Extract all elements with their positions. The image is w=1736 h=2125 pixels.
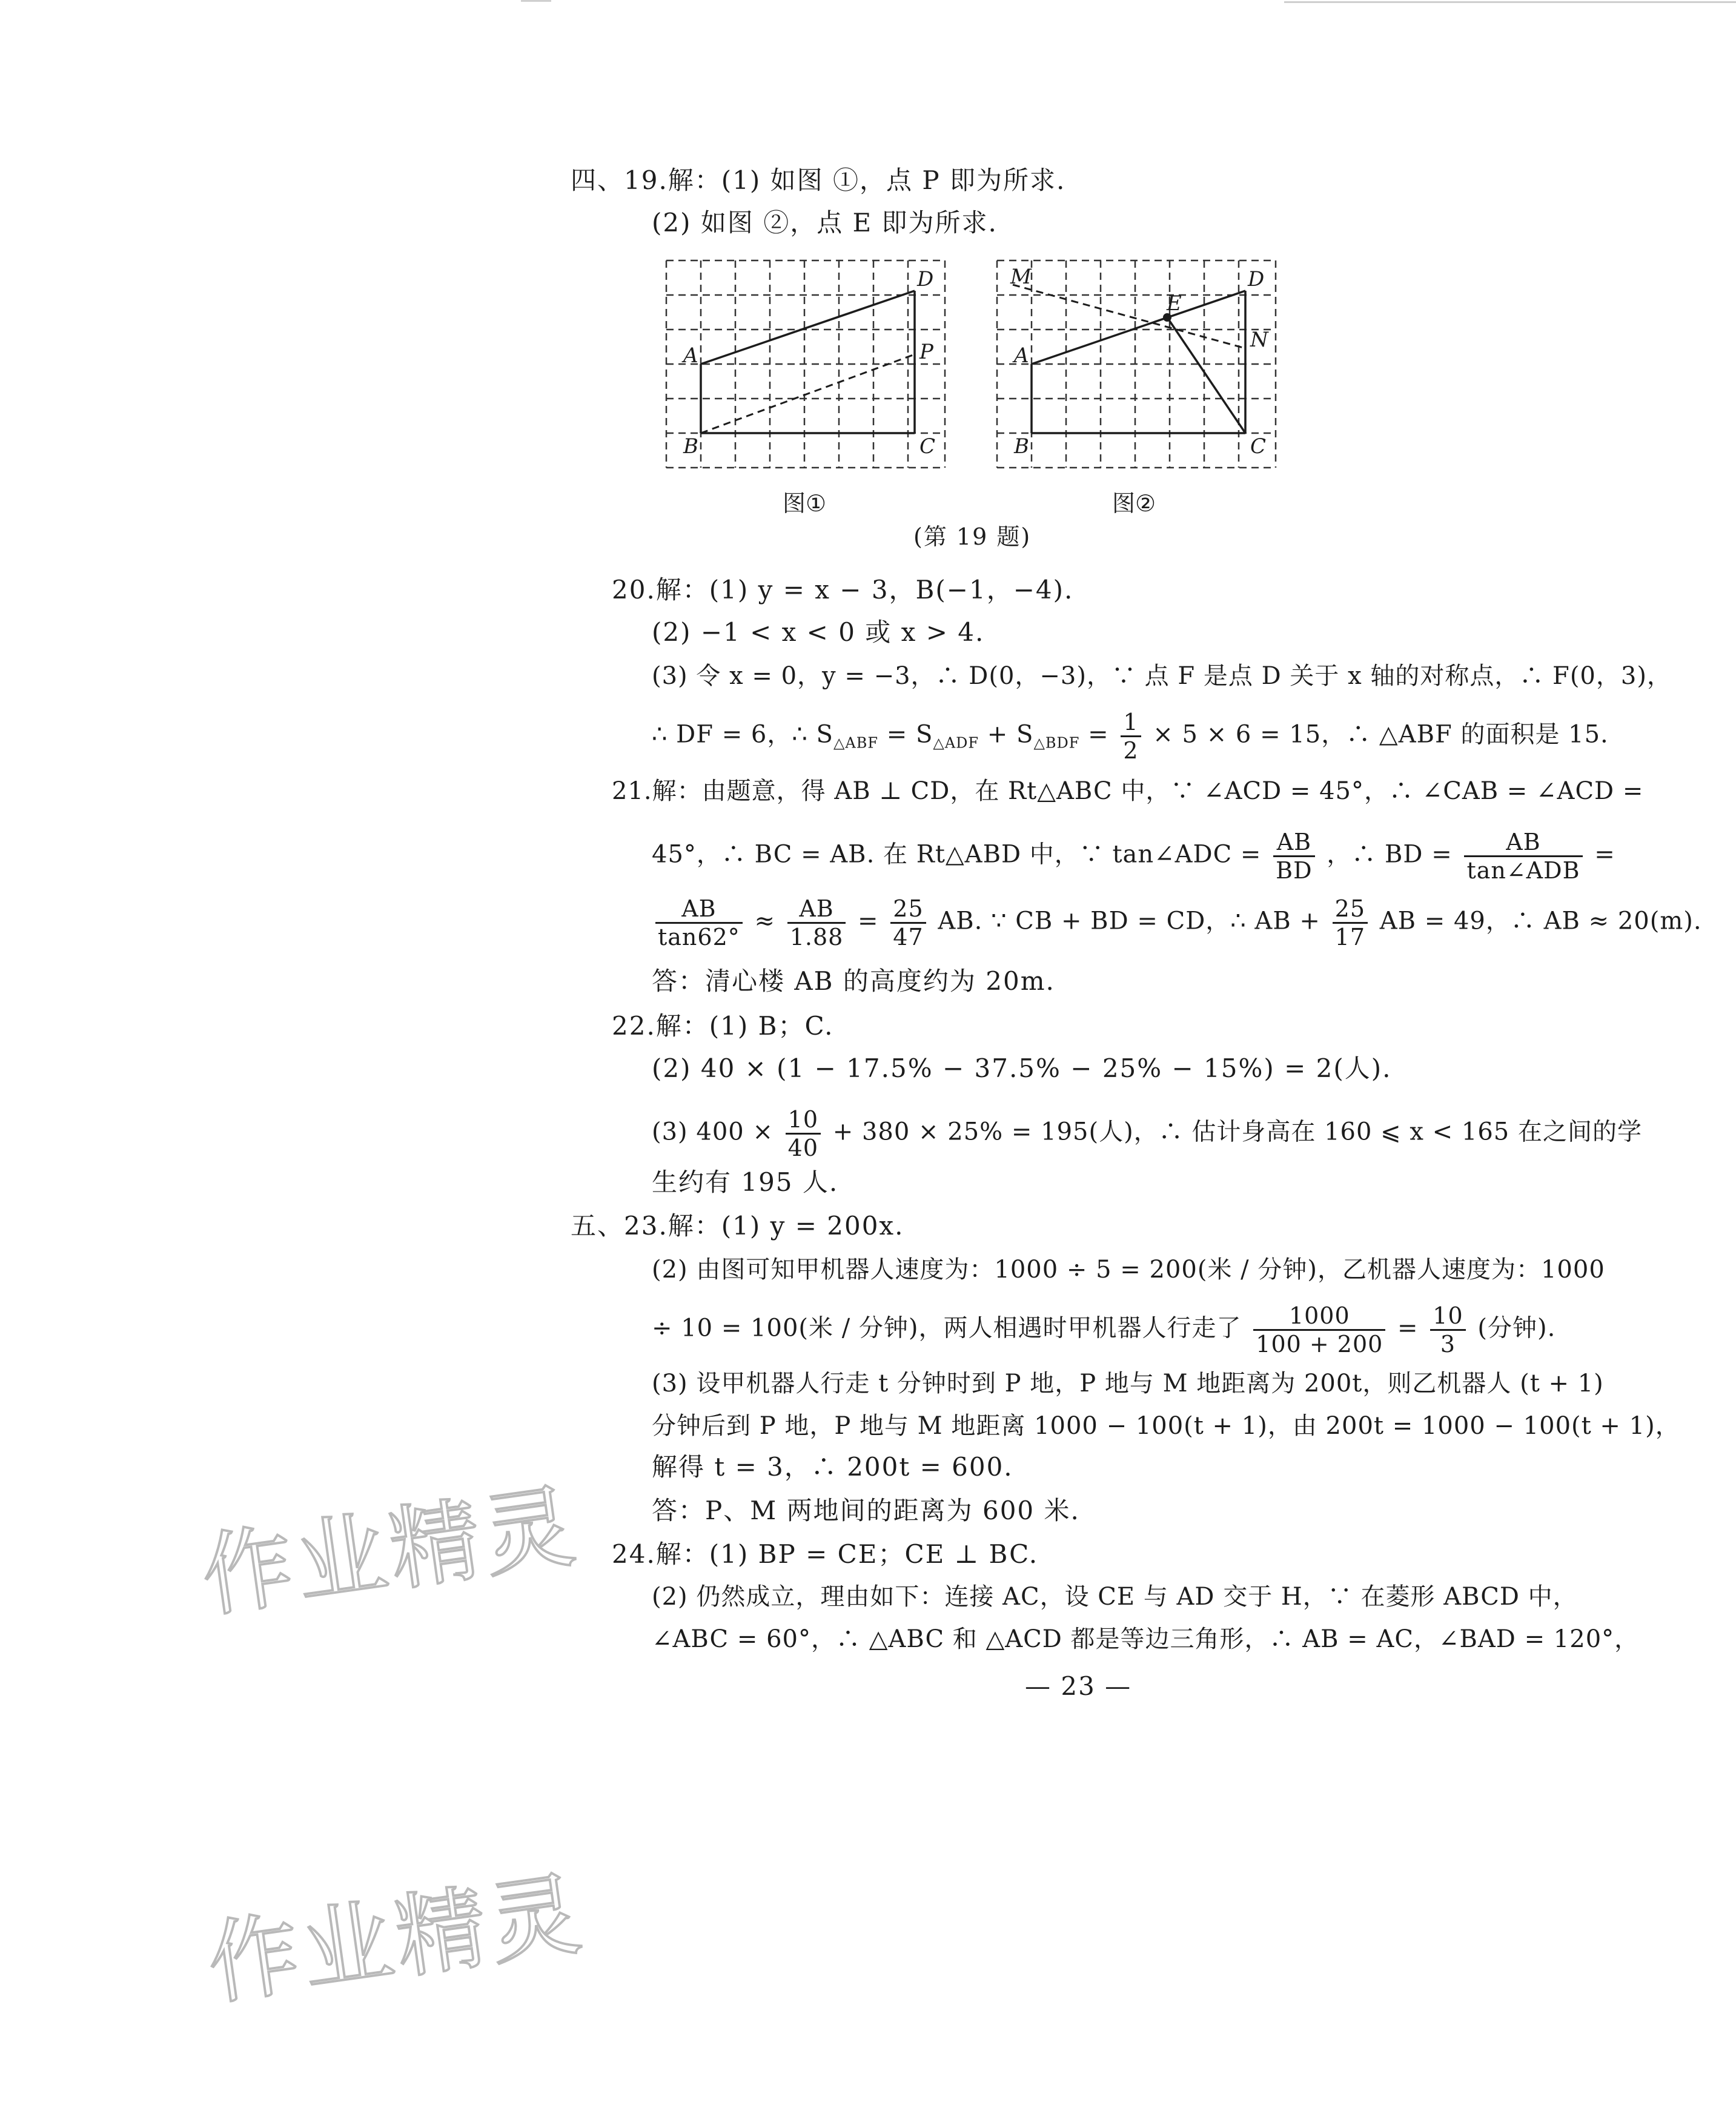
q21-fraction-25-47: $\frac{25}{47}$ xyxy=(890,895,926,950)
q24-line2: (2) 仍然成立，理由如下：连接 AC，设 CE 与 AD 交于 H，∵ 在菱形 ABCD 中， xyxy=(652,1583,1578,1611)
q23-l3-part-a: ÷ 10 = 100(米 / 分钟)，两人相遇时甲机器人行走了 xyxy=(652,1314,1242,1342)
q19-fig1-caption: 图① xyxy=(783,490,827,517)
q20-l4-part-a: ∴ DF = 6，∴ S xyxy=(652,720,833,749)
q21-l3-part-a: ≈ xyxy=(754,907,775,935)
q23-l3-part-c: (分钟). xyxy=(1477,1314,1556,1342)
q24-line3: ∠ABC = 60°，∴ △ABC 和 △ACD 都是等边三角形，∴ AB = AC，∠BAD = 120°， xyxy=(652,1625,1640,1653)
q20-l4-part-d: = xyxy=(1079,720,1109,749)
scan-edge-top-left xyxy=(521,0,551,2)
q20-l4-sub-abf: △ABF xyxy=(833,734,879,752)
q23-fraction-10-3: $\frac{10}{3}$ xyxy=(1430,1302,1465,1358)
q21-fraction-ab-bd: $\frac{AB}{BD}$ xyxy=(1273,829,1314,884)
label-b: B xyxy=(683,434,698,459)
q20-line2: (2) −1 < x < 0 或 x > 4. xyxy=(652,617,985,647)
q21-l3-part-d: AB = 49，∴ AB ≈ 20(m). xyxy=(1379,907,1702,935)
q21-l2-part-c: = xyxy=(1594,840,1615,869)
segment-ec xyxy=(1167,317,1245,433)
q22-l3-part-b: + 380 × 25% = 195(人)，∴ 估计身高在 160 ⩽ x < 165 在之间的学 xyxy=(832,1118,1642,1146)
q20-line3: (3) 令 x = 0，y = −3，∴ D(0，−3)，∵ 点 F 是点 D 关于 x 轴的对称点，∴ F(0，3)， xyxy=(652,662,1672,690)
label-c: C xyxy=(1250,434,1267,459)
q21-l2-part-b: ，∴ BD = xyxy=(1327,840,1453,869)
q23-line2: (2) 由图可知甲机器人速度为：1000 ÷ 5 = 200(米 / 分钟)，乙机器人速度为：1000 xyxy=(652,1256,1605,1284)
q19-fig2-caption: 图② xyxy=(1112,490,1156,517)
label-p: P xyxy=(919,340,933,364)
q20-line1: 20.解：(1) y = x − 3，B(−1，−4). xyxy=(612,575,1074,605)
label-a: A xyxy=(683,343,698,368)
q22-line4: 生约有 195 人. xyxy=(652,1167,839,1197)
q20-l4-sub-adf: △ADF xyxy=(933,734,979,752)
watermark-1: 作业精灵 xyxy=(195,1473,585,1631)
q22-fraction-10-40: $\frac{10}{40}$ xyxy=(786,1106,821,1161)
q21-fraction-ab-tan-adb: AB tan∠ADB xyxy=(1464,829,1582,884)
q19-figure-1 xyxy=(660,254,951,479)
q20-l4-part-e: × 5 × 6 = 15，∴ △ABF 的面积是 15. xyxy=(1153,720,1609,749)
q20-l4-sub-bdf: △BDF xyxy=(1033,734,1080,752)
scan-edge-top-right xyxy=(1284,1,1736,3)
q21-l3-part-b: = xyxy=(858,907,879,935)
label-c: C xyxy=(919,434,936,459)
watermark-2: 作业精灵 xyxy=(201,1861,591,2018)
q20-fraction-half: $\frac{1}{2}$ xyxy=(1121,709,1141,764)
q23-line4: (3) 设甲机器人行走 t 分钟时到 P 地，P 地与 M 地距离为 200t，则乙机器人 (t + 1) xyxy=(652,1370,1604,1397)
q19-figure-caption: (第 19 题) xyxy=(913,523,1032,550)
label-m: M xyxy=(1010,265,1032,289)
q22-l3-part-a: (3) 400 × xyxy=(652,1118,774,1146)
q20-line4 xyxy=(652,709,1609,764)
q23-line5: 分钟后到 P 地，P 地与 M 地距离 1000 − 100(t + 1)，由 200t = 1000 − 100(t + 1)， xyxy=(652,1412,1680,1440)
q21-answer: 答：清心楼 AB 的高度约为 20m. xyxy=(652,966,1055,996)
segment-ad xyxy=(701,291,915,364)
q22-line3 xyxy=(652,1106,1642,1161)
label-a: A xyxy=(1014,343,1029,368)
q23-fraction-1000-300: $\frac{1000}{100 + 200}$ xyxy=(1253,1302,1385,1358)
segment-ad xyxy=(1032,291,1245,364)
label-d: D xyxy=(917,267,934,291)
q20-l4-part-b: = S xyxy=(878,720,933,749)
grid-dashes xyxy=(666,260,945,468)
q19-part2: (2) 如图 ②，点 E 即为所求. xyxy=(652,208,998,237)
segment-bp-dashed xyxy=(701,354,915,433)
q19-figure-2 xyxy=(991,254,1282,479)
q23-l3-part-b: = xyxy=(1397,1314,1419,1342)
q21-l2-part-a: 45°，∴ BC = AB. 在 Rt△ABD 中，∵ tan∠ADC = xyxy=(652,840,1262,869)
q21-fraction-25-17: $\frac{25}{17}$ xyxy=(1333,895,1368,950)
q21-line2 xyxy=(652,829,1615,884)
q23-answer: 答：P、M 两地间的距离为 600 米. xyxy=(652,1496,1080,1525)
q20-l4-part-c: + S xyxy=(979,720,1034,749)
label-b: B xyxy=(1014,434,1029,459)
q21-fraction-ab-188: $\frac{AB}{1.88}$ xyxy=(787,895,846,950)
q23-line6: 解得 t = 3，∴ 200t = 600. xyxy=(652,1452,1013,1482)
q21-fraction-ab-tan62: $\frac{AB}{\tan 62^\circ}$ xyxy=(655,895,743,950)
label-e: E xyxy=(1167,291,1182,316)
q22-line1: 22.解：(1) B；C. xyxy=(612,1011,834,1041)
q21-line1: 21.解：由题意，得 AB ⊥ CD，在 Rt△ABC 中，∵ ∠ACD = 45°，∴ ∠CAB = ∠ACD = xyxy=(612,777,1644,805)
q24-line1: 24.解：(1) BP = CE；CE ⊥ BC. xyxy=(612,1539,1039,1569)
q21-l3-part-c: AB. ∵ CB + BD = CD，∴ AB + xyxy=(938,907,1320,935)
q22-line2: (2) 40 × (1 − 17.5% − 37.5% − 25% − 15%) = 2(人). xyxy=(652,1053,1392,1083)
q19-title: 四、19.解：(1) 如图 ①，点 P 即为所求. xyxy=(571,165,1066,195)
label-d: D xyxy=(1248,267,1265,291)
label-n: N xyxy=(1250,328,1268,352)
q21-line3 xyxy=(652,895,1702,950)
q23-line3 xyxy=(652,1302,1555,1358)
q23-line1: 五、23.解：(1) y = 200x. xyxy=(571,1211,904,1241)
page-number: — 23 — xyxy=(1025,1671,1132,1701)
